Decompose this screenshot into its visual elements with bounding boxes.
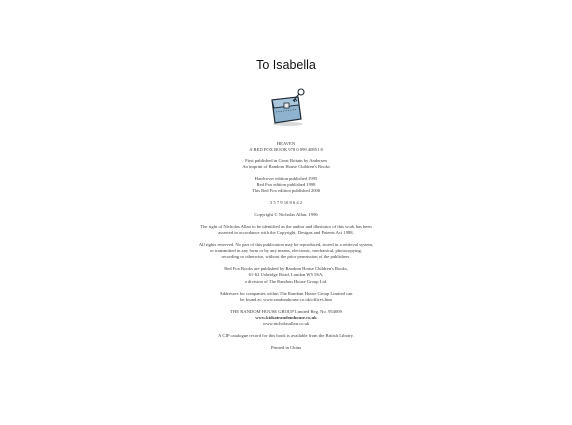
imprint-line: Red Fox edition published 1998 <box>256 181 316 187</box>
imprint-line: HEAVEN <box>276 141 296 146</box>
imprint-line: recording or otherwise, without the prior permission of the publishers. <box>221 254 351 260</box>
imprint-line: The right of Nicholas Allan to be identified as the author and illustrator of this work has been <box>200 223 372 229</box>
imprint-line: First published in Great Britain by Andersen <box>245 157 327 163</box>
imprint-line: 61-63 Uxbridge Road, London W5 5SA, <box>248 272 324 278</box>
imprint-line: An imprint of Random House Children's Books <box>242 163 330 169</box>
imprint-line: Hardcover edition published 1995 <box>254 175 318 181</box>
imprint-line: asserted in accordance with the Copyright, Designs and Patents Act 1988. <box>218 229 354 235</box>
imprint-block-printline <box>150 200 422 206</box>
wallet-clasp-shape <box>284 103 289 108</box>
imprint-text <box>150 141 422 357</box>
imprint-line: A RED FOX BOOK 978 0 099 40851 8 <box>249 147 323 153</box>
imprint-block-registration <box>150 309 422 328</box>
dedication-text: To Isabella <box>256 58 316 72</box>
imprint-block-addresses <box>150 291 422 304</box>
imprint-line: or transmitted in any form or by any means, electronic, mechanical, photocopying, <box>210 248 362 254</box>
wallet-with-key-icon <box>268 86 308 128</box>
imprint-website-link[interactable]: www.nicholasallan.co.uk <box>262 321 310 327</box>
imprint-block-title <box>150 141 422 154</box>
imprint-block-publication <box>150 158 422 171</box>
imprint-block-editions <box>150 176 422 195</box>
imprint-block-publisher <box>150 266 422 285</box>
imprint-line: Copyright © Nicholas Allan, 1996 <box>254 211 318 217</box>
imprint-block-cip <box>150 333 422 339</box>
imprint-website-link[interactable]: www.kidsatrandomhouse.co.uk <box>255 314 317 320</box>
imprint-block-printed <box>150 345 422 351</box>
wallet-illustration-svg <box>268 86 308 128</box>
imprint-line: All rights reserved. No part of this publication may be reproduced, stored in a retrieval system, <box>198 241 374 247</box>
imprint-line: A CIP catalogue record for this book is available from the British Library. <box>218 333 354 339</box>
imprint-block-moral-rights <box>150 224 422 237</box>
imprint-line: THE RANDOM HOUSE GROUP Limited Reg. No. 954009 <box>230 308 342 314</box>
imprint-line: This Red Fox edition published 2006 <box>251 188 321 194</box>
imprint-line: 3 5 7 9 10 8 6 4 2 <box>269 200 303 206</box>
imprint-line: Addresses for companies within The Random House Group Limited can <box>219 290 353 296</box>
imprint-line: a division of The Random House Group Ltd. <box>244 278 328 284</box>
imprint-line: Red Fox Books are published by Random House Children's Books, <box>224 266 348 272</box>
imprint-line: Printed in China <box>270 344 302 350</box>
imprint-block-copyright <box>150 212 422 218</box>
imprint-line: be found at: www.randomhouse.co.uk/offices.htm <box>240 296 332 302</box>
imprint-block-rights-reserved <box>150 242 422 261</box>
